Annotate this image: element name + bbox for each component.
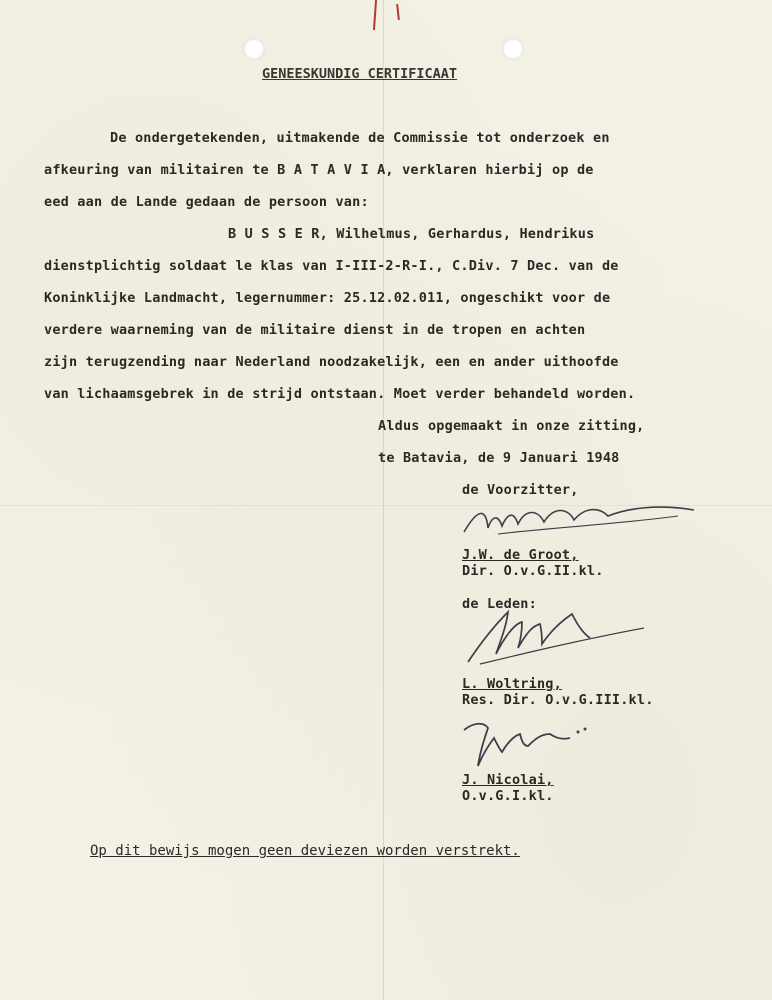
members-label: de Leden:	[462, 596, 537, 612]
footer-note: Op dit bewijs mogen geen deviezen worden verstrekt.	[90, 843, 520, 859]
person-name-line: B U S S E R, Wilhelmus, Gerhardus, Hendrikus	[228, 226, 595, 242]
chair-signature	[458, 498, 698, 542]
body-line-2: afkeuring van militairen te B A T A V I A, verklaren hierbij op de	[44, 162, 594, 178]
red-pencil-mark-2	[396, 4, 400, 20]
body-line-7: verdere waarneming van de militaire dienst in de tropen en achten	[44, 322, 586, 338]
punch-hole-right	[502, 38, 524, 60]
chair-name: J.W. de Groot,	[462, 547, 579, 563]
member1-signature	[460, 604, 650, 674]
chair-label: de Voorzitter,	[462, 482, 579, 498]
place-date-line: te Batavia, de 9 Januari 1948	[378, 450, 620, 466]
document-title: GENEESKUNDIG CERTIFICAAT	[262, 66, 458, 82]
closing-line: Aldus opgemaakt in onze zitting,	[378, 418, 645, 434]
member1-name: L. Woltring,	[462, 676, 562, 692]
punch-hole-left	[243, 38, 265, 60]
red-pencil-mark	[373, 0, 377, 30]
member1-rank: Res. Dir. O.v.G.III.kl.	[462, 692, 654, 708]
body-line-3: eed aan de Lande gedaan de persoon van:	[44, 194, 369, 210]
body-line-1: De ondergetekenden, uitmakende de Commissie tot onderzoek en	[110, 130, 610, 146]
member2-name: J. Nicolai,	[462, 772, 554, 788]
chair-rank: Dir. O.v.G.II.kl.	[462, 563, 604, 579]
member2-rank: O.v.G.I.kl.	[462, 788, 554, 804]
member2-signature	[458, 716, 598, 772]
body-line-5: dienstplichtig soldaat le klas van I-III-2-R-I., C.Div. 7 Dec. van de	[44, 258, 619, 274]
body-line-6: Koninklijke Landmacht, legernummer: 25.12.02.011, ongeschikt voor de	[44, 290, 611, 306]
body-line-9: van lichaamsgebrek in de strijd ontstaan. Moet verder behandeld worden.	[44, 386, 636, 402]
body-line-8: zijn terugzending naar Nederland noodzakelijk, een en ander uithoofde	[44, 354, 619, 370]
